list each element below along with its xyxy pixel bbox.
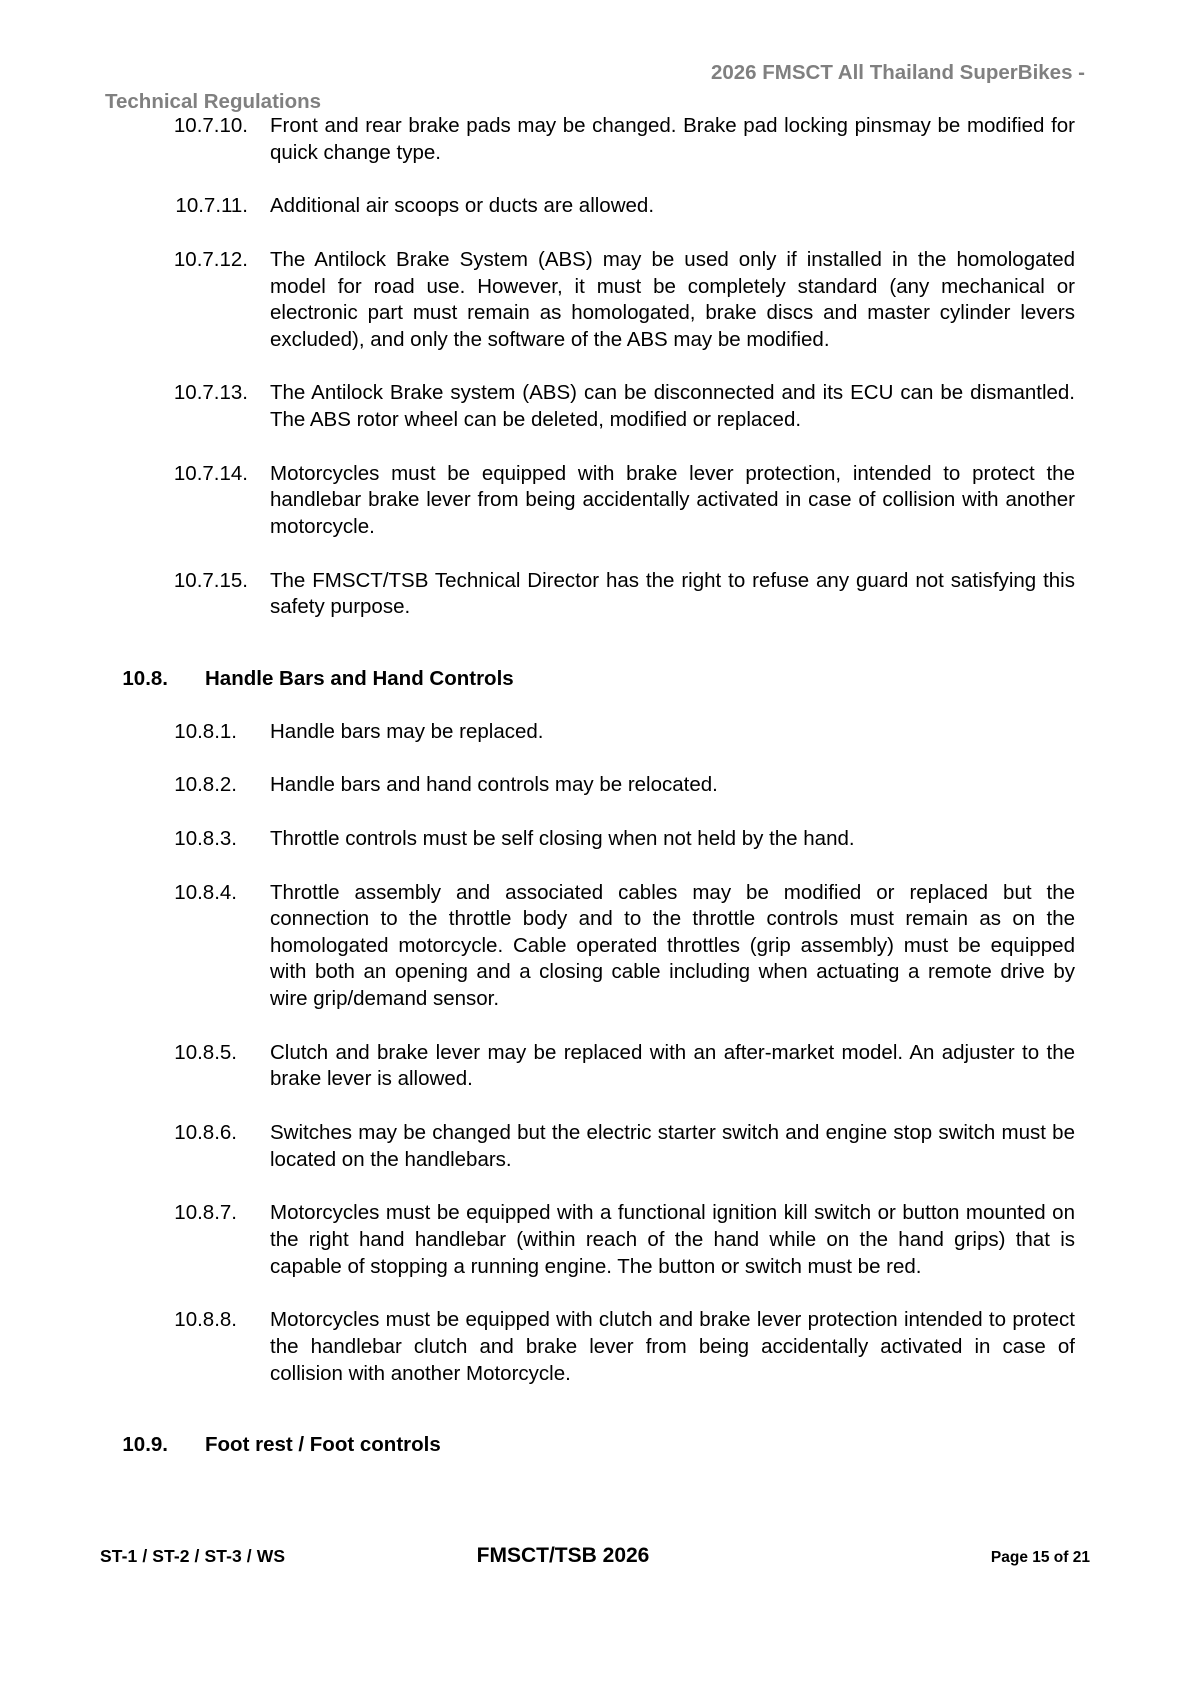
page-footer (100, 1544, 1090, 1568)
section-heading-number: 10.8. (122, 666, 168, 690)
clause-10.8.4 (0, 880, 1190, 1013)
clause-text: Motorcycles must be equipped with brake lever protection, intended to protect the handlebar brake lever from being accidentally activated in case of collision with another motorcycle. (270, 461, 1075, 539)
clause-number: 10.8.7. (174, 1201, 237, 1225)
clause-text: Throttle controls must be self closing when not held by the hand. (270, 826, 855, 850)
clause-text: The Antilock Brake system (ABS) can be disconnected and its ECU can be dismantled. The ABS rotor wheel can be deleted, modified or replaced. (270, 381, 1075, 432)
clause-10.7.12 (0, 247, 1190, 354)
clause-number: 10.8.5. (174, 1040, 237, 1064)
section-heading-text: Foot rest / Foot controls (205, 1433, 441, 1457)
footer-class-codes: ST-1 / ST-2 / ST-3 / WS (100, 1546, 286, 1566)
running-header (105, 58, 1085, 116)
section-heading (0, 666, 1190, 693)
clause-10.8.5 (0, 1040, 1190, 1093)
clause-text: Switches may be changed but the electric starter switch and engine stop switch must be located on the handlebars. (270, 1121, 1075, 1171)
running-header-line-1: 2026 FMSCT All Thailand SuperBikes - (710, 61, 1085, 84)
clause-number: 10.7.13. (173, 381, 248, 405)
clause-text: Clutch and brake lever may be replaced with an after-market model. An adjuster to the brake lever is allowed. (270, 1040, 1075, 1091)
clause-text: Motorcycles must be equipped with clutch and brake lever protection intended to protect the handlebar clutch and brake lever from being accidentally activated in case of collision with another Motorcycle. (270, 1308, 1075, 1385)
document-body (0, 113, 1190, 1485)
clause-number: 10.8.2. (174, 773, 237, 797)
clause-number: 10.7.14. (173, 461, 248, 485)
clause-number: 10.7.12. (173, 247, 248, 271)
clause-10.8.3 (0, 826, 1190, 853)
section-heading-number: 10.9. (122, 1433, 168, 1457)
clause-text: The FMSCT/TSB Technical Director has the right to refuse any guard not satisfying this safety purpose. (270, 568, 1075, 619)
running-header-line-2: Technical Regulations (105, 90, 322, 114)
clause-text: Handle bars and hand controls may be relocated. (270, 773, 718, 797)
footer-page-number: Page 15 of 21 (990, 1549, 1090, 1566)
clause-10.8.1 (0, 719, 1190, 746)
clause-number: 10.8.8. (174, 1308, 237, 1332)
clause-10.8.2 (0, 772, 1190, 799)
clause-10.8.6 (0, 1120, 1190, 1173)
clause-text: The Antilock Brake System (ABS) may be used only if installed in the homologated model for road use. However, it must be completely standard (any mechanical or electronic part must remain as homologated, brake discs and master cylinder levers excluded), and only the software of the ABS may be modified. (270, 247, 1075, 351)
clause-number: 10.8.3. (174, 826, 237, 850)
section-spacer (0, 648, 1190, 666)
clause-10.8.7 (0, 1200, 1190, 1280)
clause-number: 10.7.10. (173, 114, 248, 137)
clause-number: 10.7.11. (175, 194, 248, 218)
clause-10.8.8 (0, 1307, 1190, 1387)
clause-text: Handle bars may be replaced. (270, 719, 544, 743)
section-spacer (0, 1414, 1190, 1432)
section-heading (0, 1432, 1190, 1459)
clause-10.7.13 (0, 380, 1190, 433)
clause-10.7.10 (0, 113, 1190, 166)
clause-text: Additional air scoops or ducts are allowed. (270, 194, 655, 218)
clause-text: Throttle assembly and associated cables may be modified or replaced but the connection to the throttle body and to the throttle controls must remain as on the homologated motorcycle. Cable operated throttles (grip assembly) must be equipped with both an opening and a closing cable including when actuating a remote drive by wire grip/demand sensor. (270, 880, 1075, 1011)
clause-10.7.15 (0, 568, 1190, 621)
clause-number: 10.8.4. (174, 880, 237, 904)
clause-number: 10.7.15. (173, 568, 248, 592)
section-heading-text: Handle Bars and Hand Controls (205, 666, 514, 690)
clause-text: Motorcycles must be equipped with a functional ignition kill switch or button mounted on the right hand handlebar (within reach of the hand while on the hand grips) that is capable of stopping a running engine. The button or switch must be red. (270, 1201, 1075, 1278)
footer-organization: FMSCT/TSB 2026 (476, 1544, 650, 1567)
clause-10.7.14 (0, 461, 1190, 541)
clause-text: Front and rear brake pads may be changed. Brake pad locking pinsmay be modified for quick change type. (270, 114, 1075, 164)
clause-number: 10.8.1. (174, 719, 237, 743)
clause-number: 10.8.6. (174, 1121, 237, 1145)
clause-10.7.11 (0, 193, 1190, 220)
